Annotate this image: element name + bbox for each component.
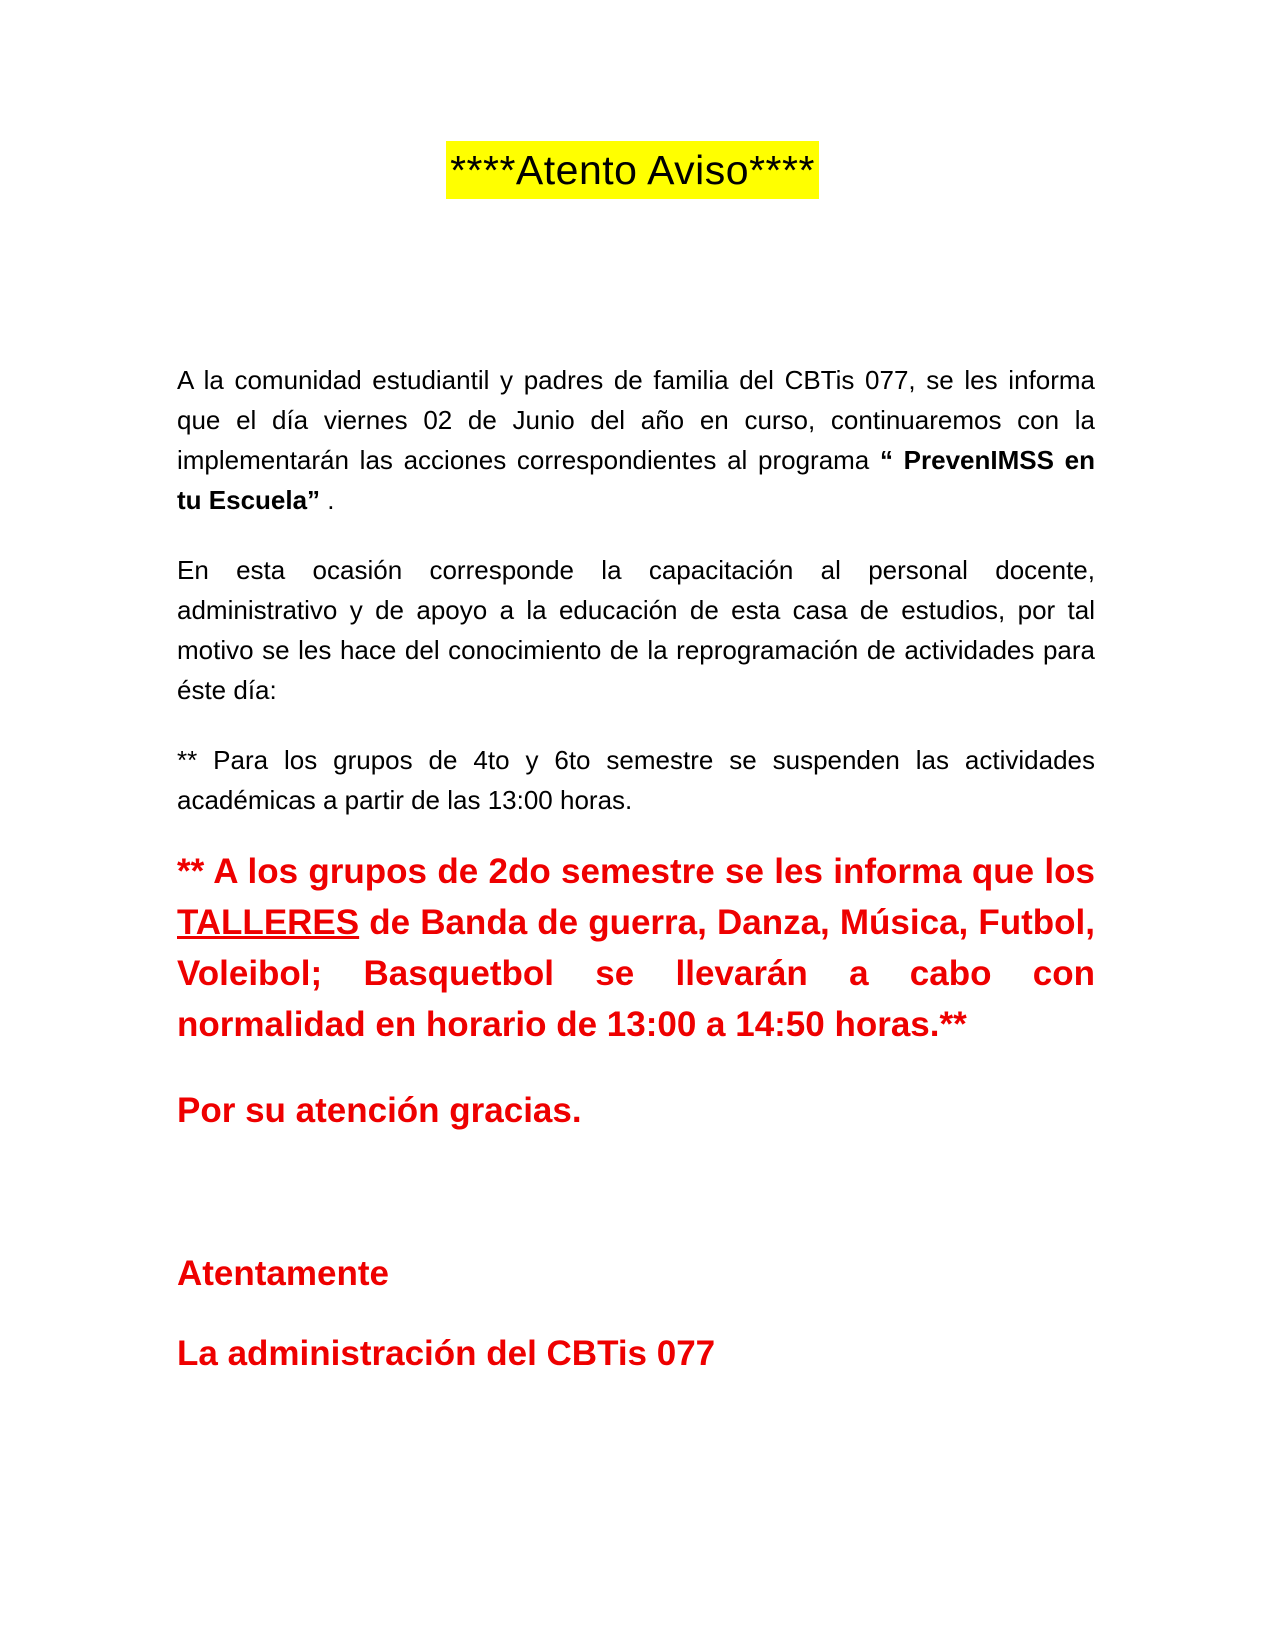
intro-text: A la comunidad estudiantil y padres de familia del CBTis 077, se les informa que el día viernes 02 de Junio del año en curso, continuaremos con la implementarán las acciones correspondientes al programa	[177, 365, 1095, 475]
workshops-notice	[177, 846, 1095, 1050]
page-title: ****Atento Aviso****	[446, 141, 819, 199]
suspension-paragraph: ** Para los grupos de 4to y 6to semestre se suspenden las actividades académicas a partir de las 13:00 horas.	[177, 745, 1095, 815]
notice-body	[177, 360, 1095, 1171]
training-paragraph: En esta ocasión corresponde la capacitación al personal docente, administrativo y de apoyo a la educación de esta casa de estudios, por tal motivo se les hace del conocimiento de la reprogramación de actividades para éste día:	[177, 555, 1095, 705]
intro-paragraph	[177, 360, 1095, 520]
program-name: “ PrevenIMSS en tu Escuela”	[177, 445, 1095, 515]
workshops-notice-end: de Banda de guerra, Danza, Música, Futbol, Voleibol; Basquetbol se llevarán a cabo con normalidad en horario de 13:00 a 14:50 horas.**	[177, 903, 1095, 1044]
workshops-notice-start: ** A los grupos de 2do semestre se les informa que los	[177, 852, 1095, 891]
title-container	[0, 141, 1275, 199]
workshops-underlined: TALLERES	[177, 903, 360, 942]
intro-end: .	[320, 485, 335, 515]
admin-signature: La administración del CBTis 077	[177, 1334, 716, 1373]
thanks-line: Por su atención gracias.	[177, 1091, 582, 1130]
signoff: Atentamente	[177, 1254, 389, 1293]
